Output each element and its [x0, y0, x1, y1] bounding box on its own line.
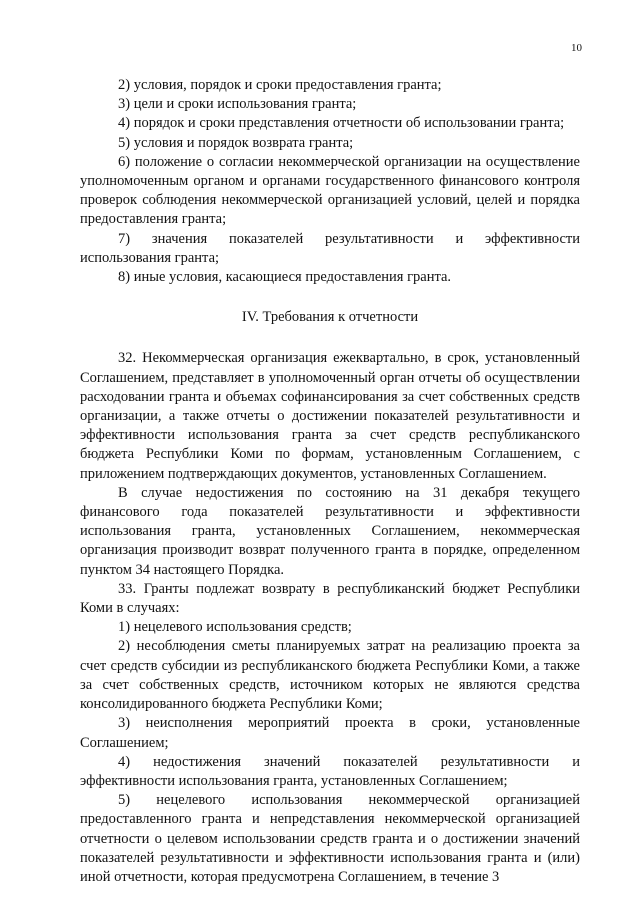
page-number: 10 [571, 42, 582, 54]
list-item: 3) цели и сроки использования гранта; [118, 96, 357, 113]
list-item: 2) условия, порядок и сроки предоставления гранта; [118, 77, 442, 93]
paragraph: В случае недостижения по состоянию на 31 декабря текущего финансового года показателей результативности и эффективности использования гранта, установленных Соглашением, некоммерческая организация производит возврат полученного гранта в порядке, определенном пунктом 34 настоящего Порядка. [80, 484, 580, 578]
list-item: 7) значения показателей результативности и эффективности использования гранта; [80, 230, 580, 266]
list-item: 4) порядок и сроки представления отчетности об использовании гранта; [118, 115, 565, 132]
list-item: 4) недостижения значений показателей результативности и эффективности использования гранта, установленных Соглашением; [80, 753, 580, 789]
list-item: 3) неисполнения мероприятий проекта в сроки, установленные Соглашением; [80, 715, 580, 751]
list-item: 2) несоблюдения сметы планируемых затрат на реализацию проекта за счет средств субсидии из республиканского бюджета Республики Коми, а также за счет собственных средств, источником которых не являются средства консолидированного бюджета Республики Коми; [80, 638, 580, 713]
list-item: 1) нецелевого использования средств; [118, 619, 352, 636]
paragraph: 32. Некоммерческая организация ежеквартально, в срок, установленный Соглашением, представляет в уполномоченный орган отчеты об осуществлении расходовании гранта и объемах софинансирования за счет собственных средств организации, а также отчеты о достижении показателей результативности и эффективности использования гранта за счет средств республиканского бюджета Республики Коми по формам, установленным Соглашением, с приложением подтверждающих документов, установленных Соглашением. [80, 350, 580, 482]
document-body [80, 76, 580, 887]
list-item: 5) условия и порядок возврата гранта; [118, 134, 354, 151]
paragraph: 33. Гранты подлежат возврату в республиканский бюджет Республики Коми в случаях: [80, 580, 580, 617]
list-item: 5) нецелевого использования некоммерческой организацией предоставленного гранта и непредставления некоммерческой организацией отчетности о целевом использовании средств гранта и о достижении значений показателей результативности и эффективности использования гранта и (или) иной отчетности, которая предусмотрена Соглашением, в течение 3 [80, 792, 580, 885]
list-item: 8) иные условия, касающиеся предоставления гранта. [118, 269, 452, 286]
list-item: 6) положение о согласии некоммерческой организации на осуществление уполномоченным органом и органами государственного финансового контроля проверок соблюдения некоммерческой организацией условий, целей и порядка предоставления гранта; [80, 153, 580, 228]
section-heading: IV. Требования к отчетности [241, 309, 419, 326]
